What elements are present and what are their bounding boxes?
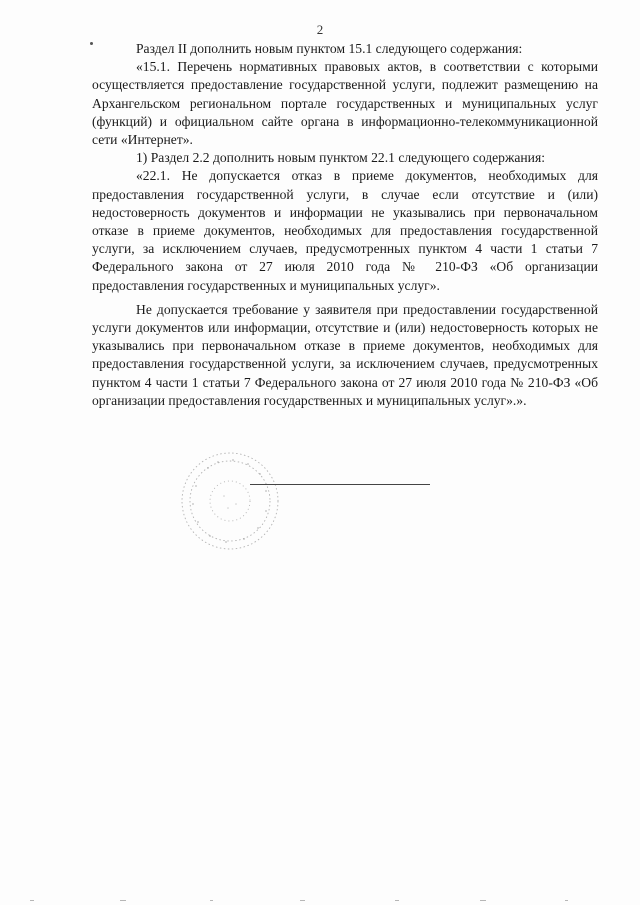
scan-edge-noise	[0, 897, 640, 903]
faded-round-seal-icon	[178, 446, 282, 556]
paragraph-section-2-2-intro: 1) Раздел 2.2 дополнить новым пунктом 22.1 следующего содержания:	[136, 150, 545, 166]
paragraph-item-22-1: «22.1. Не допускается отказ в приеме документов, необходимых для предоставления государственной услуги, в случае если отсутствие и (или) недостоверность документов и информации не указывались при первоначальном отказе в приеме документов, необходимых для предоставления государственной услуги, за исключением случаев, предусмотренных пунктом 4 части 1 статьи 7 Федерального закона от 27 июля 2010 года № 210-ФЗ «Об организации предоставления государственных и муниципальных услуг».	[92, 168, 598, 293]
signature-line	[250, 484, 430, 485]
paragraph-item-15-1: «15.1. Перечень нормативных правовых актов, в соответствии с которыми осуществляется предоставление государственной услуги, подлежит размещению на Архангельском региональном портале государственных и муниципальных услуг (функций) и официальном сайте органа в информационно-телекоммуникационной сети «Интернет».	[92, 59, 598, 148]
document-body	[92, 40, 598, 410]
paragraph-section-2-intro: Раздел II дополнить новым пунктом 15.1 следующего содержания:	[136, 41, 523, 56]
paragraph-requirement-prohibition: Не допускается требование у заявителя при предоставлении государственной услуги документов или информации, отсутствие и (или) недостоверность которых не указывались при первоначальном отказе в приеме документов, необходимых для предоставления государственной услуги, за исключением случаев, предусмотренных пунктом 4 части 1 статьи 7 Федерального закона от 27 июля 2010 года № 210-ФЗ «Об организации предоставления государственных и муниципальных услуг».».	[92, 301, 598, 408]
page-number: 2	[316, 22, 324, 37]
